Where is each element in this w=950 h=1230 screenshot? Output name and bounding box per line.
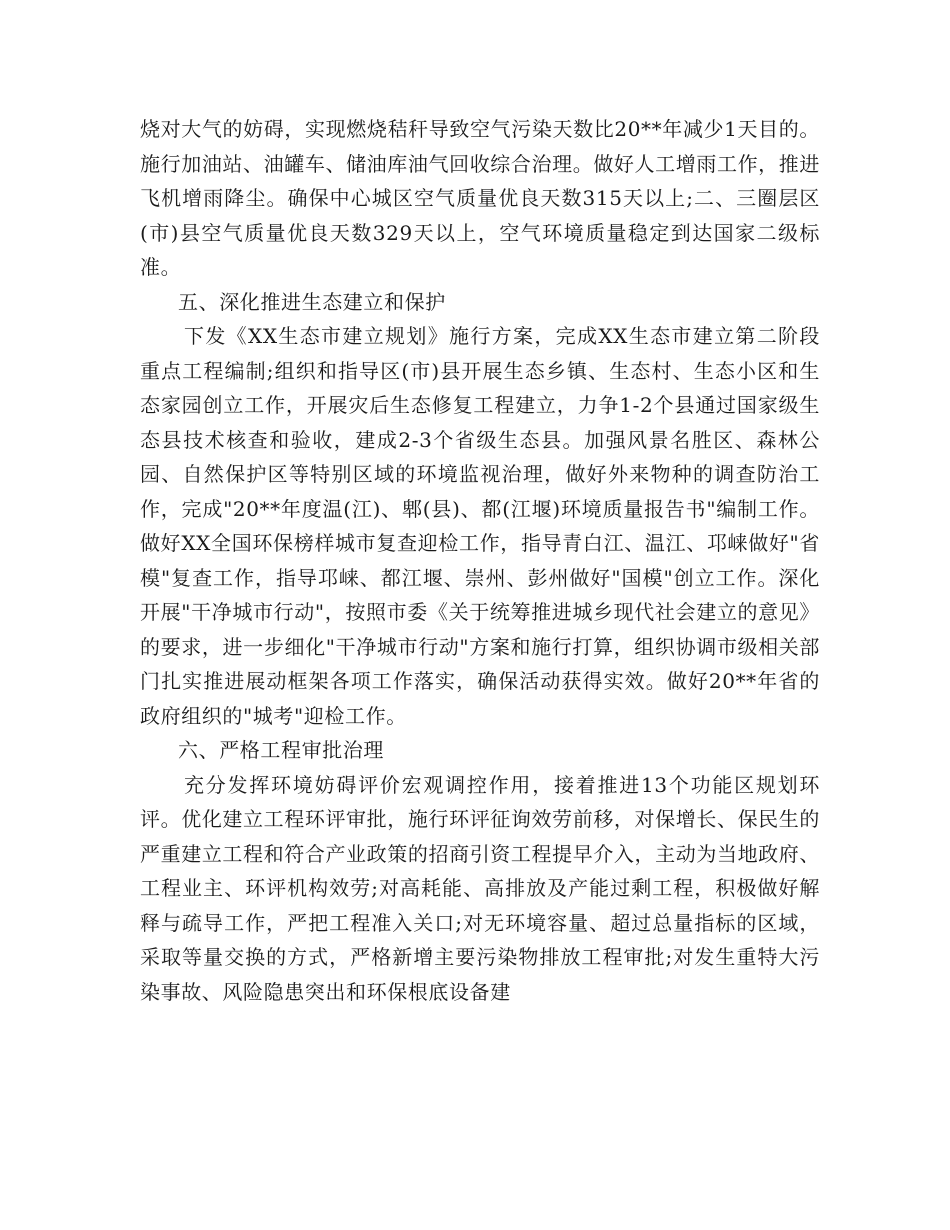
section-heading-approval: 六、严格工程审批治理	[178, 738, 384, 762]
paragraph-ecology: 下发《XX生态市建立规划》施行方案，完成XX生态市建立第二阶段重点工程编制;组织和指导区(市)县开展生态乡镇、生态村、生态小区和生态家园创立工作，开展灾后生态修复工程建立，力争1-2个县通过国家级生态县技术核查和验收，建成2-3个省级生态县。加强风景名胜区、森林公园、自然保护区等特别区域的环境监视治理，做好外来物种的调查防治工作，完成"20**年度温(江)、郫(县)、都(江堰)环境质量报告书"编制工作。做好XX全国环保榜样城市复查迎检工作，指导青白江、温江、邛崃做好"省模"复查工作，指导邛崃、都江堰、崇州、彭州做好"国模"创立工作。深化开展"干净城市行动"，按照市委《关于统筹推进城乡现代社会建立的意见》的要求，进一步细化"干净城市行动"方案和施行打算，组织协调市级相关部门扎实推进展动框架各项工作落实，确保活动获得实效。做好20**年省的政府组织的"城考"迎检工作。	[140, 324, 820, 728]
paragraph-approval: 充分发挥环境妨碍评价宏观调控作用，接着推进13个功能区规划环评。优化建立工程环评审批，施行环评征询效劳前移，对保增长、保民生的严重建立工程和符合产业政策的招商引资工程提早介入，主动为当地政府、工程业主、环评机构效劳;对高耗能、高排放及产能过剩工程，积极做好解释与疏导工作，严把工程准入关口;对无环境容量、超过总量指标的区域，采取等量交换的方式，严格新增主要污染物排放工程审批;对发生重特大污染事故、风险隐患突出和环保根底设备建	[140, 772, 820, 1004]
paragraph-air-quality: 烧对大气的妨碍，实现燃烧秸秆导致空气污染天数比20**年减少1天目的。施行加油站、油罐车、储油库油气回收综合治理。做好人工增雨工作，推进飞机增雨降尘。确保中心城区空气质量优良天数315天以上;二、三圈层区(市)县空气质量优良天数329天以上，空气环境质量稳定到达国家二级标准。	[140, 117, 820, 279]
section-heading-ecology: 五、深化推进生态建立和保护	[178, 289, 446, 314]
document-body	[140, 112, 820, 1009]
